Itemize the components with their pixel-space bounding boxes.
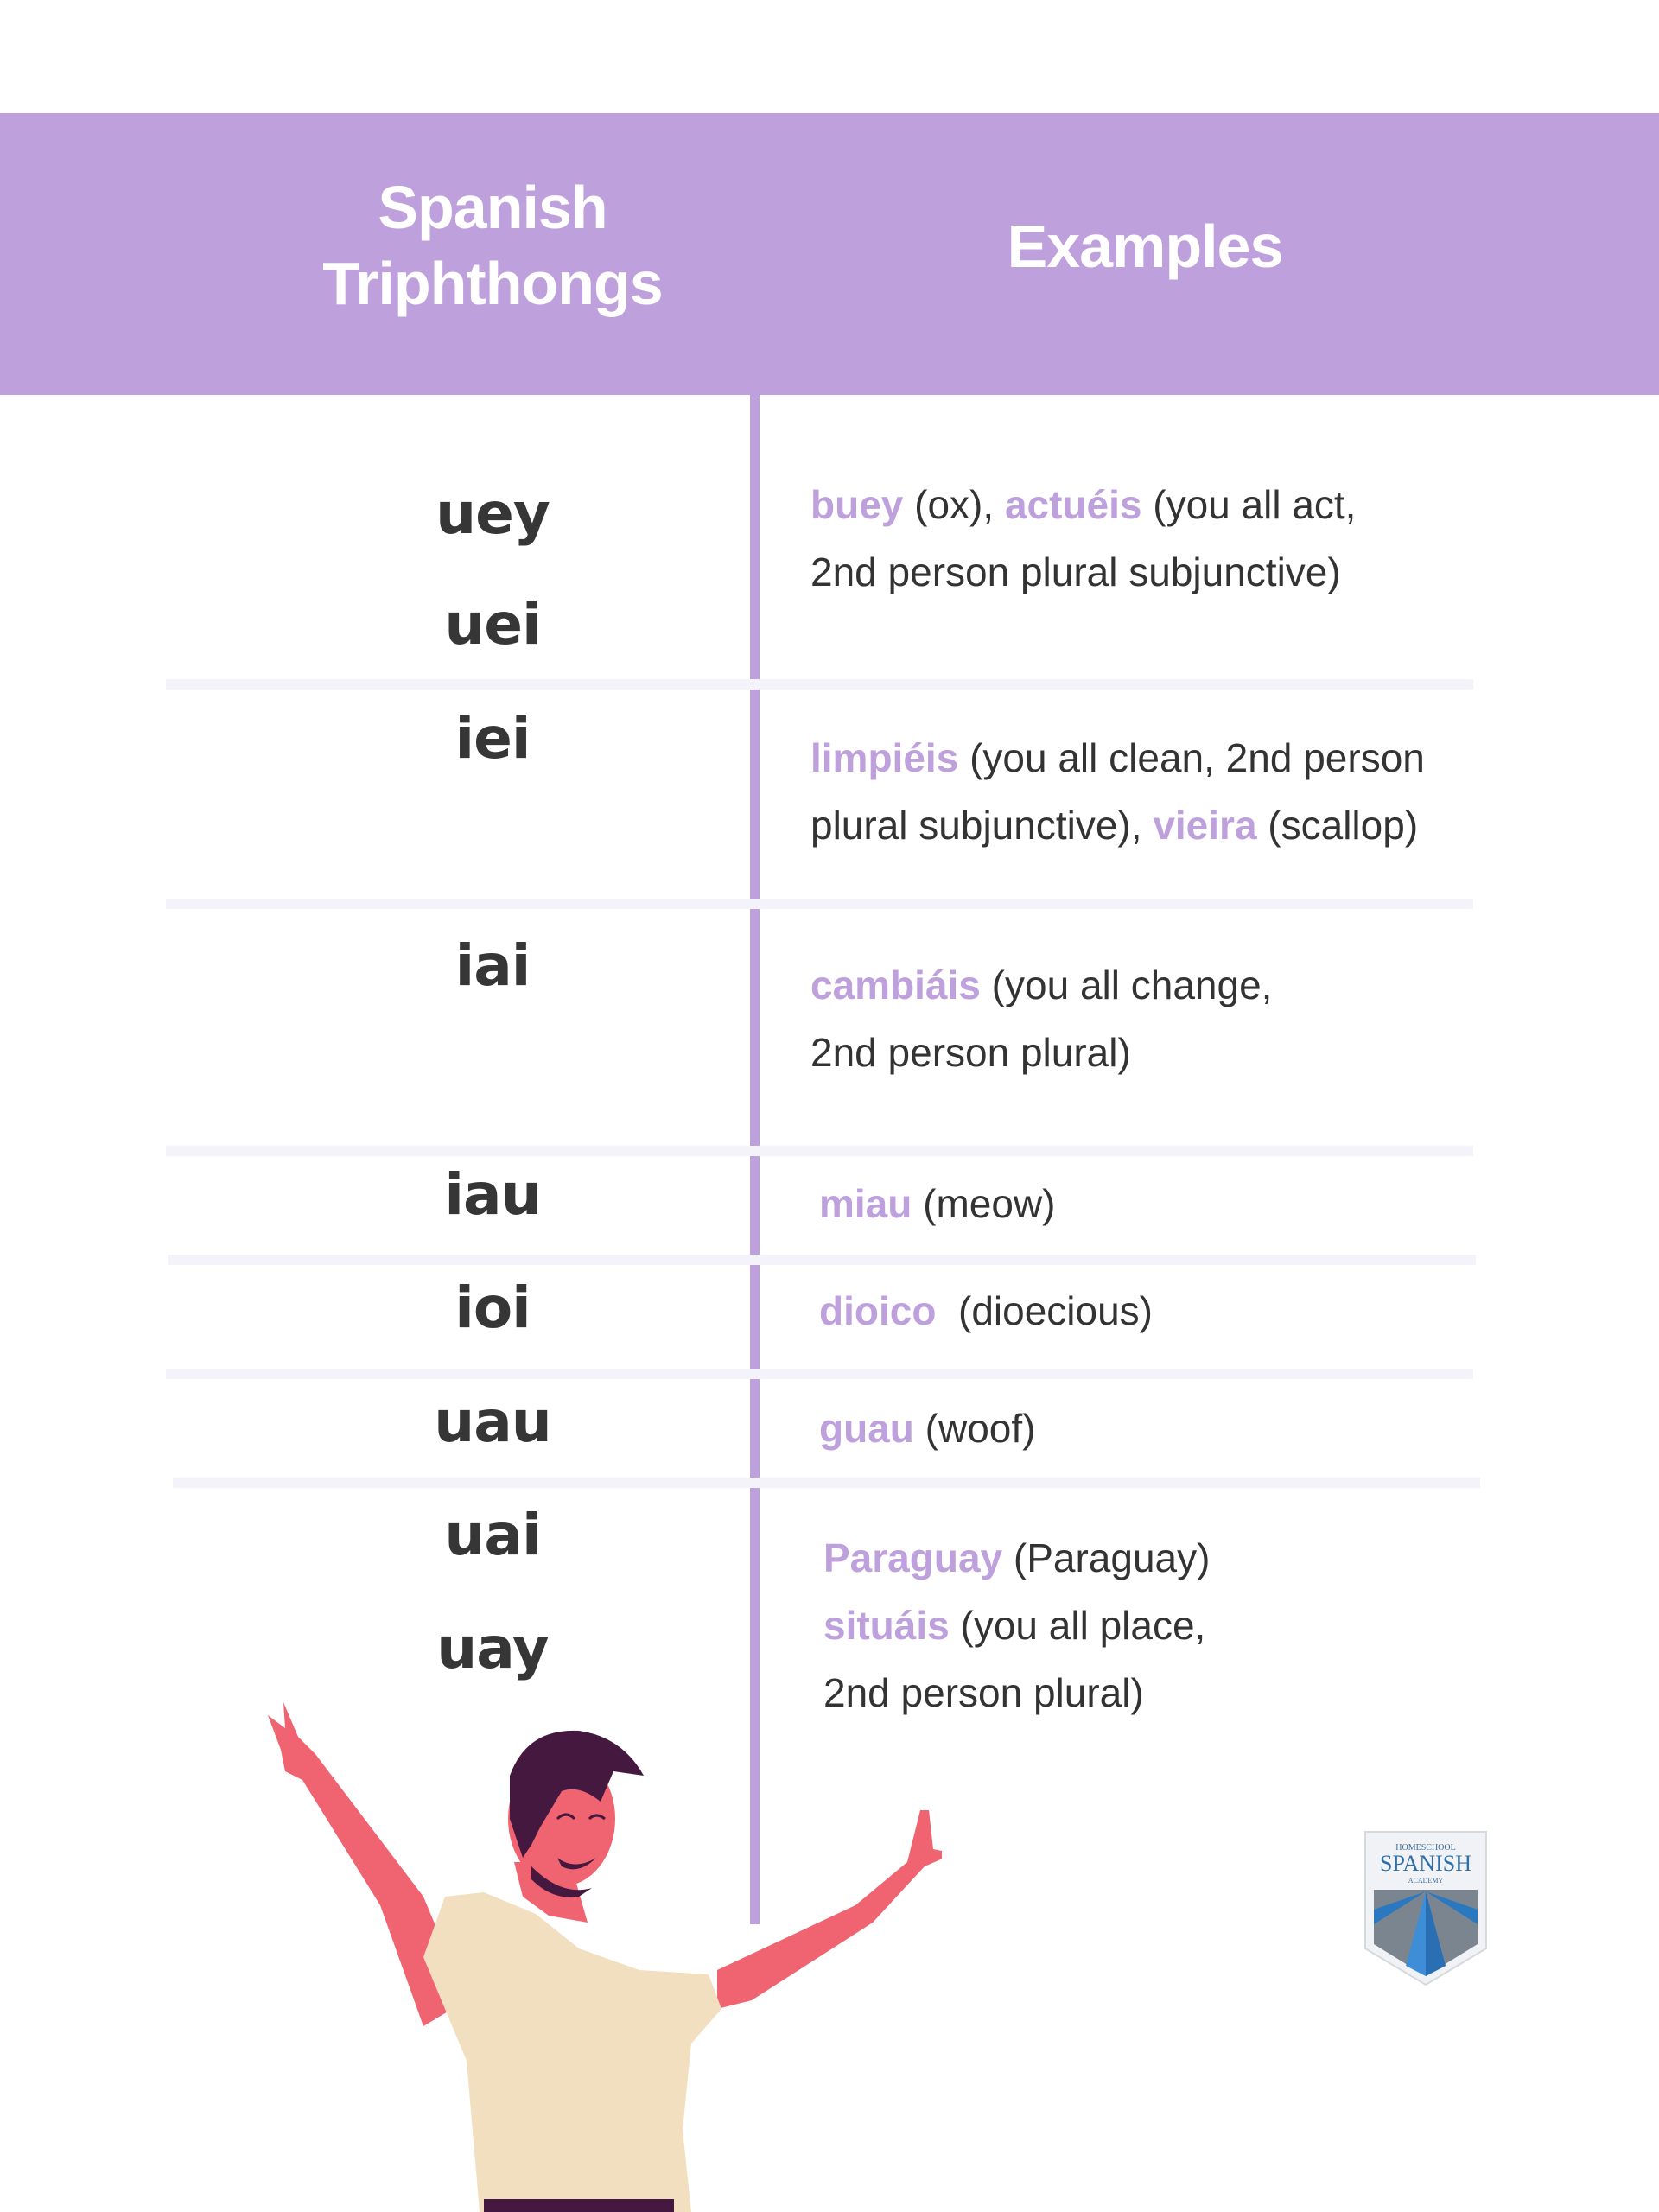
logo-line1: HOMESCHOOL [1395, 1843, 1456, 1853]
example-gloss: 2nd person plural) [823, 1670, 1144, 1715]
example-gloss: (you all place, [949, 1603, 1206, 1648]
triphthong-label: uau [434, 1389, 551, 1455]
example-word: buey [810, 482, 904, 527]
example-gloss: plural subjunctive), [810, 803, 1154, 848]
triphthong-label: uai [444, 1502, 541, 1568]
example-text [819, 1277, 1153, 1344]
example-word: miau [819, 1181, 912, 1226]
example-word: situáis [823, 1603, 950, 1648]
table-header [0, 113, 1659, 395]
example-text [819, 1395, 1035, 1462]
example-gloss: 2nd person plural subjunctive) [810, 550, 1341, 594]
example-word: dioico [819, 1288, 937, 1333]
triphthong-label: iei [454, 705, 531, 772]
example-gloss: (woof) [913, 1406, 1036, 1451]
example-gloss: (dioecious) [936, 1288, 1154, 1333]
header-title-line2: Triphthongs [322, 250, 663, 317]
triphthong-label: iai [454, 932, 531, 999]
example-gloss: (Paraguay) [1002, 1535, 1211, 1580]
example-gloss: (you all change, [980, 963, 1273, 1007]
row-separator [166, 1146, 1473, 1156]
row-separator [173, 1478, 1480, 1488]
header-title-line1: Spanish [378, 174, 607, 241]
example-gloss: 2nd person plural) [810, 1030, 1131, 1075]
example-word: limpiéis [810, 735, 959, 780]
triphthong-label: ioi [454, 1274, 531, 1341]
logo-line3: ACADEMY [1408, 1877, 1444, 1885]
triphthong-label: uay [436, 1615, 549, 1681]
homeschool-spanish-academy-logo [1361, 1827, 1491, 1987]
header-triphthongs-title [233, 169, 752, 321]
example-text [810, 951, 1272, 1086]
example-gloss: (scallop) [1256, 803, 1419, 848]
triphthong-label: uey [435, 480, 550, 547]
row-separator [166, 679, 1473, 690]
celebrating-person-illustration [251, 1689, 942, 2212]
example-word: Paraguay [823, 1535, 1003, 1580]
logo-line2: SPANISH [1380, 1851, 1471, 1876]
example-gloss: (you all clean, 2nd person [958, 735, 1425, 780]
example-word: actuéis [1004, 482, 1142, 527]
example-text [819, 1170, 1056, 1237]
example-word: vieira [1153, 803, 1257, 848]
triphthong-label: uei [444, 591, 541, 658]
example-word: guau [819, 1406, 914, 1451]
header-examples-title: Examples [1007, 213, 1283, 280]
example-text [810, 471, 1356, 606]
example-gloss: (you all act, [1141, 482, 1357, 527]
triphthong-label: iau [444, 1161, 541, 1228]
example-gloss: (meow) [912, 1181, 1056, 1226]
row-separator [166, 899, 1473, 909]
example-gloss: (ox), [903, 482, 1005, 527]
row-separator [166, 1369, 1473, 1379]
example-text [810, 724, 1425, 859]
row-separator [168, 1255, 1476, 1265]
example-word: cambiáis [810, 963, 981, 1007]
